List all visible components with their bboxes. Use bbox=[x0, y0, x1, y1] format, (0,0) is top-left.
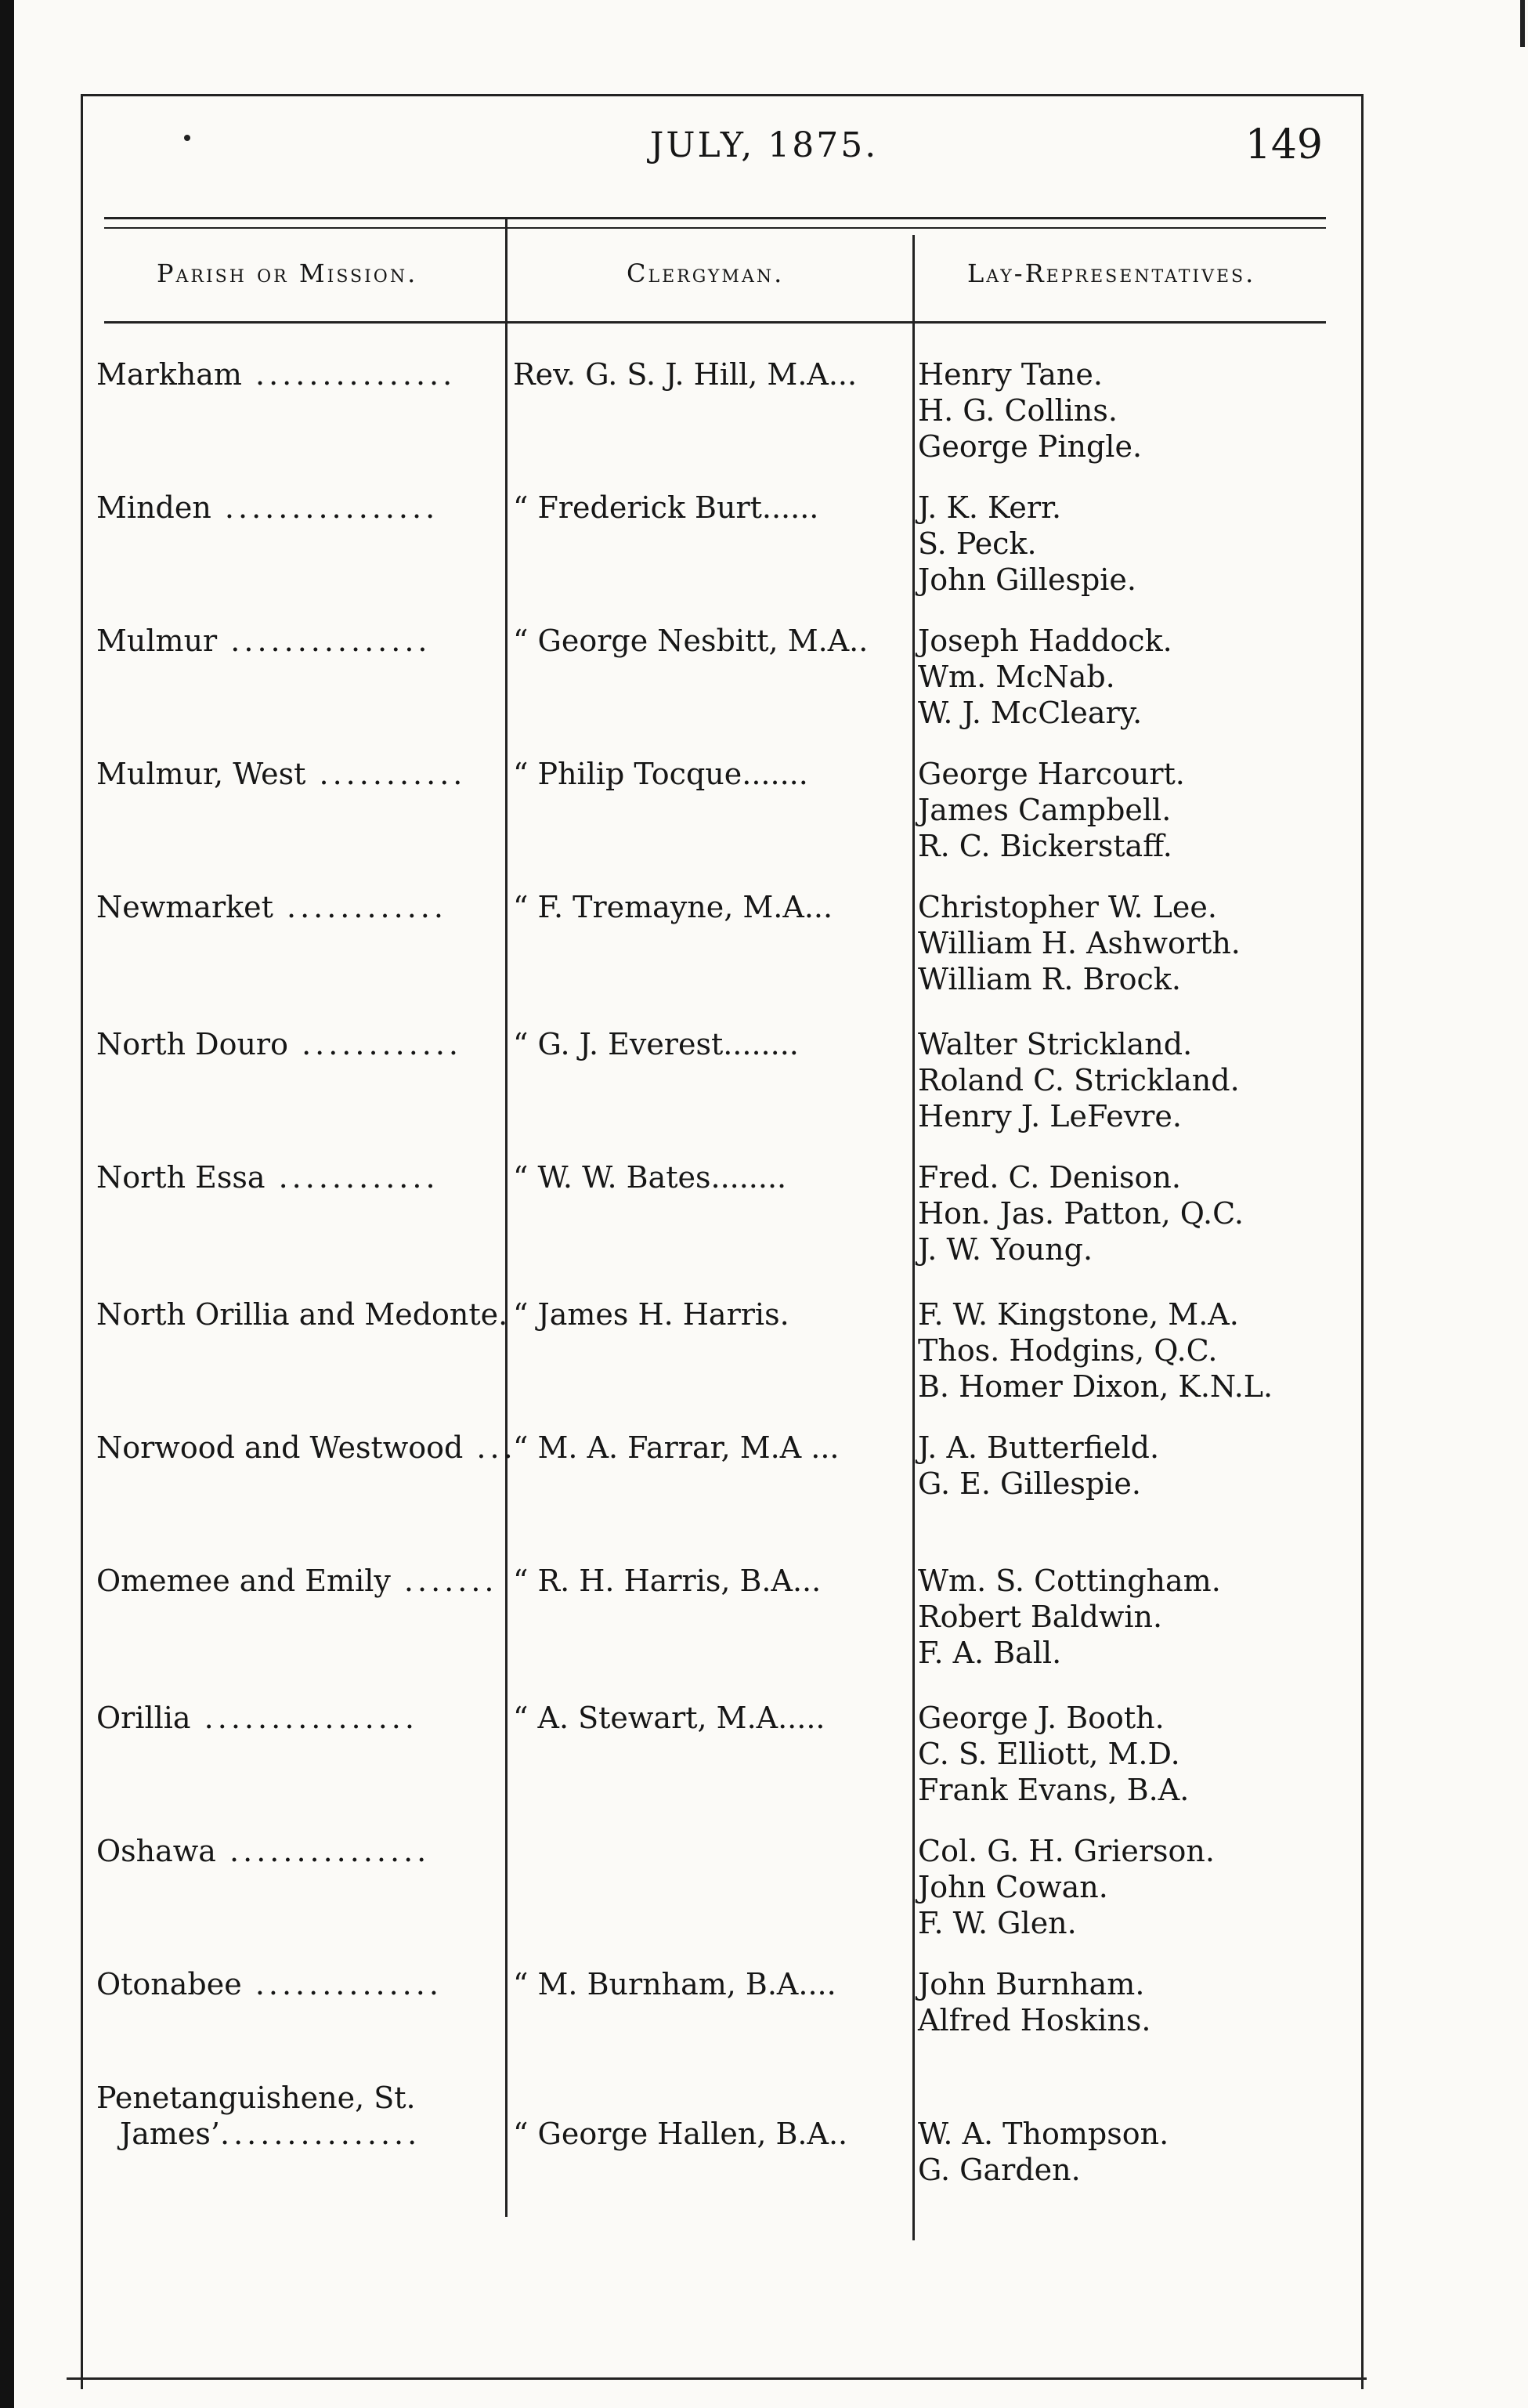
parish-cell bbox=[96, 623, 500, 659]
leader-dots: ........... bbox=[305, 757, 467, 791]
lay-representatives-cell bbox=[918, 1296, 1356, 1405]
lay-representative: Roland C. Strickland. bbox=[918, 1063, 1240, 1097]
lay-representative: W. J. McCleary. bbox=[918, 696, 1143, 730]
lay-representative: John Cowan. bbox=[918, 1870, 1108, 1904]
parish-name: North Orillia and Medonte. bbox=[96, 1297, 508, 1332]
lay-representative: William H. Ashworth. bbox=[918, 926, 1241, 960]
leader-dots: ............... bbox=[215, 1834, 431, 1868]
parish-cell bbox=[96, 1700, 500, 1736]
clergyman-cell: “ G. J. Everest........ bbox=[513, 1027, 799, 1061]
parish-cell bbox=[96, 2080, 500, 2152]
lay-representative: Col. G. H. Grierson. bbox=[918, 1834, 1215, 1868]
lay-representative: Christopher W. Lee. bbox=[918, 890, 1217, 924]
parish-cell bbox=[96, 756, 500, 792]
lay-representatives-cell bbox=[918, 2116, 1356, 2188]
leader-dots: ............... bbox=[241, 357, 457, 392]
clergyman-cell: Rev. G. S. J. Hill, M.A... bbox=[513, 357, 858, 392]
lay-representatives-cell bbox=[918, 490, 1356, 598]
clergyman-cell: “ Philip Tocque....... bbox=[513, 757, 808, 791]
parish-name: Newmarket bbox=[96, 890, 273, 924]
lay-representatives-cell bbox=[918, 756, 1356, 864]
clergyman-cell: “ George Nesbitt, M.A.. bbox=[513, 624, 869, 658]
parish-cell bbox=[96, 1026, 500, 1062]
parish-name: Orillia bbox=[96, 1701, 191, 1735]
column-header-parish: Parish or Mission. bbox=[157, 259, 418, 288]
lay-representative: Wm. S. Cottingham. bbox=[918, 1564, 1221, 1598]
leader-dots: ... bbox=[463, 1430, 517, 1465]
leader-dots: ............ bbox=[265, 1160, 439, 1195]
parish-cell bbox=[96, 356, 500, 392]
lay-representative: William R. Brock. bbox=[918, 962, 1181, 996]
parish-name: Oshawa bbox=[96, 1834, 216, 1868]
parish-cell bbox=[96, 889, 500, 925]
header-rule-double bbox=[104, 227, 1326, 229]
header-rule-bottom bbox=[104, 321, 1326, 324]
lay-representatives-cell bbox=[918, 889, 1356, 997]
lay-representative: Walter Strickland. bbox=[918, 1027, 1193, 1061]
lay-representative: C. S. Elliott, M.D. bbox=[918, 1737, 1180, 1771]
lay-representative: W. A. Thompson. bbox=[918, 2117, 1169, 2151]
clergyman-cell: “ M. Burnham, B.A.... bbox=[513, 1967, 836, 2001]
leader-dots: ....... bbox=[390, 1564, 498, 1598]
parish-name: Mulmur bbox=[96, 624, 218, 658]
header-rule-top bbox=[104, 217, 1326, 219]
lay-representatives-cell bbox=[918, 1159, 1356, 1267]
lay-representative: Thos. Hodgins, Q.C. bbox=[918, 1333, 1218, 1368]
lay-representatives-cell bbox=[918, 1563, 1356, 1671]
parish-cell bbox=[96, 490, 500, 526]
lay-representatives-cell bbox=[918, 623, 1356, 731]
leader-dots: .............. bbox=[241, 1967, 443, 2001]
parish-name-continued: James’............... bbox=[120, 2117, 421, 2151]
lay-representatives-cell bbox=[918, 1430, 1356, 1502]
lay-representative: Joseph Haddock. bbox=[918, 624, 1172, 658]
lay-representative: George Pingle. bbox=[918, 429, 1143, 464]
lay-representative: John Gillespie. bbox=[918, 562, 1136, 597]
lay-representative: R. C. Bickerstaff. bbox=[918, 829, 1172, 863]
leader-dots: ............ bbox=[287, 1027, 463, 1061]
clergyman-cell: “ M. A. Farrar, M.A ... bbox=[513, 1430, 840, 1465]
clergyman-cell: “ Frederick Burt...... bbox=[513, 490, 819, 525]
leader-dots: ................ bbox=[211, 490, 439, 525]
lay-representative: George Harcourt. bbox=[918, 757, 1185, 791]
parish-name: Mulmur, West bbox=[96, 757, 306, 791]
lay-representative: Henry Tane. bbox=[918, 357, 1103, 392]
parish-cell bbox=[96, 1159, 500, 1195]
lay-representative: Hon. Jas. Patton, Q.C. bbox=[918, 1196, 1244, 1231]
clergyman-cell: “ R. H. Harris, B.A... bbox=[513, 1564, 822, 1598]
parish-name: Minden bbox=[96, 490, 211, 525]
column-header-clergyman: Clergyman. bbox=[627, 259, 785, 288]
lay-representative: J. W. Young. bbox=[918, 1232, 1093, 1267]
lay-representative: George J. Booth. bbox=[918, 1701, 1165, 1735]
lay-representative: John Burnham. bbox=[918, 1967, 1145, 2001]
lay-representatives-cell bbox=[918, 1966, 1356, 2038]
lay-representative: F. W. Kingstone, M.A. bbox=[918, 1297, 1239, 1332]
lay-representative: J. A. Butterfield. bbox=[918, 1430, 1160, 1465]
parish-name: Markham bbox=[96, 357, 242, 392]
parish-name: Omemee and Emily bbox=[96, 1564, 391, 1598]
lay-representative: Henry J. LeFevre. bbox=[918, 1099, 1182, 1133]
column-divider-1 bbox=[505, 219, 508, 2217]
parish-name: North Essa bbox=[96, 1160, 266, 1195]
clergyman-cell: “ W. W. Bates........ bbox=[513, 1160, 787, 1195]
frame-top-rule bbox=[81, 94, 1364, 96]
leader-dots: ............ bbox=[273, 890, 447, 924]
lay-representatives-cell bbox=[918, 356, 1356, 465]
lay-representative: J. K. Kerr. bbox=[918, 490, 1062, 525]
clergyman-cell: “ George Hallen, B.A.. bbox=[513, 2117, 848, 2151]
running-head: JULY, 1875. bbox=[649, 125, 879, 165]
clergyman-cell: “ F. Tremayne, M.A... bbox=[513, 890, 833, 924]
lay-representative: F. A. Ball. bbox=[918, 1636, 1062, 1670]
lay-representative: Wm. McNab. bbox=[918, 660, 1115, 694]
parish-cell bbox=[96, 1563, 500, 1599]
scan-mark bbox=[1520, 0, 1525, 47]
lay-representative: James Campbell. bbox=[918, 793, 1172, 827]
lay-representatives-cell bbox=[918, 1026, 1356, 1134]
lay-representative: G. Garden. bbox=[918, 2153, 1081, 2187]
page-number: 149 bbox=[1244, 121, 1323, 168]
leader-dots: ............... bbox=[220, 2117, 421, 2151]
lay-representative: Alfred Hoskins. bbox=[918, 2003, 1151, 2037]
clergyman-cell: “ James H. Harris. bbox=[513, 1297, 789, 1332]
scan-edge bbox=[0, 0, 14, 2408]
parish-cell bbox=[96, 1966, 500, 2002]
frame-bottom-rule bbox=[67, 2377, 1367, 2380]
lay-representatives-cell bbox=[918, 1833, 1356, 1941]
column-header-lay: Lay-Representatives. bbox=[967, 259, 1256, 288]
lay-representative: G. E. Gillespie. bbox=[918, 1466, 1141, 1501]
lay-representative: H. G. Collins. bbox=[918, 393, 1118, 428]
lay-representative: F. W. Glen. bbox=[918, 1906, 1077, 1940]
lay-representative: Robert Baldwin. bbox=[918, 1600, 1163, 1634]
parish-name: Norwood and Westwood bbox=[96, 1430, 464, 1465]
lay-representative: Frank Evans, B.A. bbox=[918, 1773, 1190, 1807]
parish-name: Otonabee bbox=[96, 1967, 242, 2001]
lay-representative: B. Homer Dixon, K.N.L. bbox=[918, 1369, 1273, 1404]
lay-representative: Fred. C. Denison. bbox=[918, 1160, 1181, 1195]
column-divider-2 bbox=[912, 235, 915, 2240]
parish-name: North Douro bbox=[96, 1027, 288, 1061]
parish-cell bbox=[96, 1430, 517, 1466]
parish-cell bbox=[96, 1296, 508, 1332]
parish-cell bbox=[96, 1833, 500, 1869]
leader-dots: ................ bbox=[190, 1701, 418, 1735]
lay-representative: S. Peck. bbox=[918, 526, 1037, 561]
leader-dots: ............... bbox=[217, 624, 432, 658]
lay-representatives-cell bbox=[918, 1700, 1356, 1808]
parish-name: Penetanguishene, St. bbox=[96, 2081, 416, 2115]
clergyman-cell: “ A. Stewart, M.A..... bbox=[513, 1701, 825, 1735]
